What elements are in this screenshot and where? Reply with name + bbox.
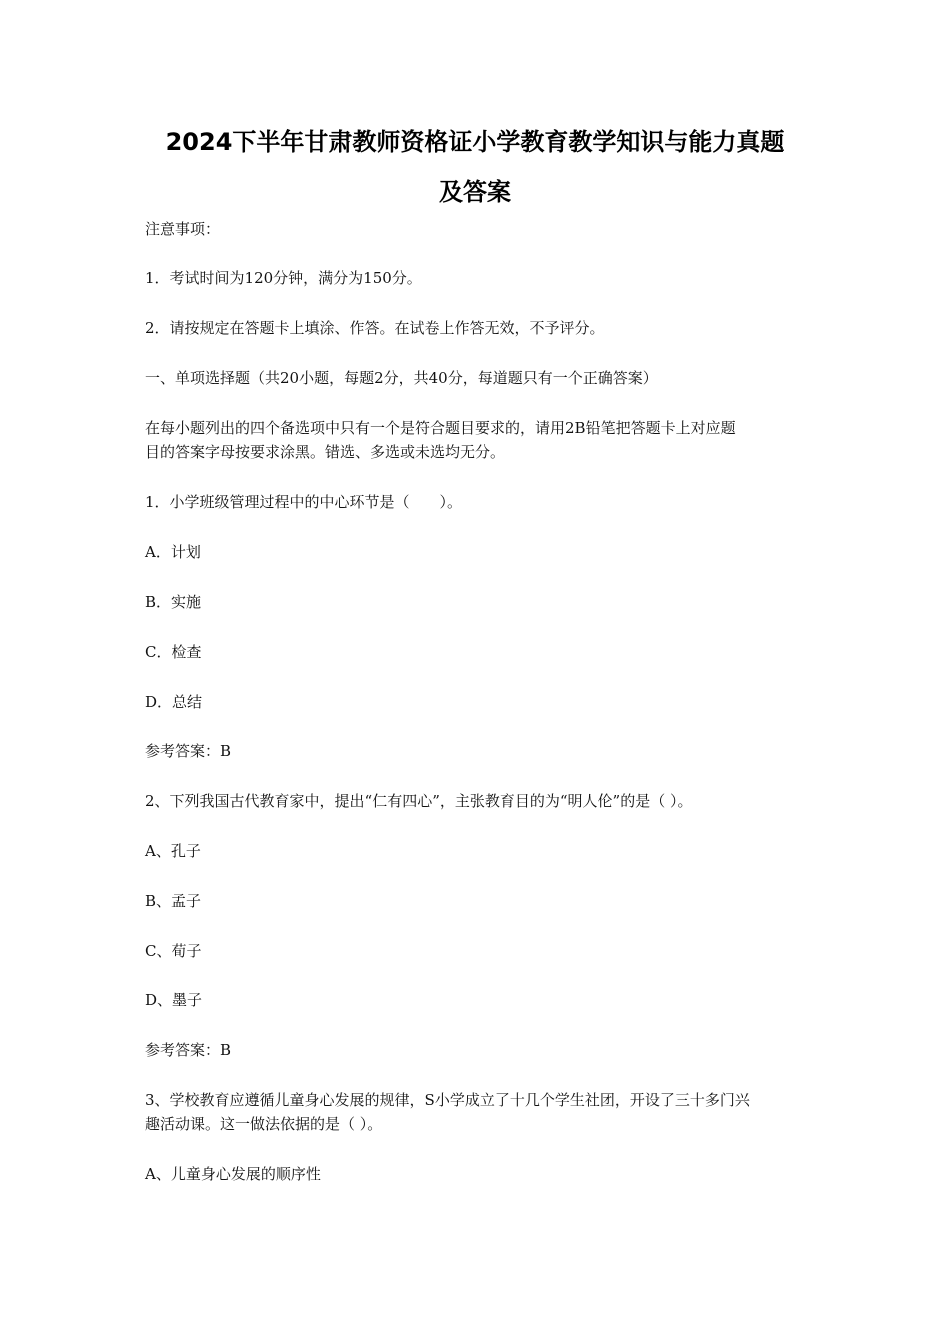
section-instruction-line-2: 目的答案字母按要求涂黑。错选、多选或未选均无分。 [145, 443, 506, 461]
section-instruction-line-1: 在每小题列出的四个备选项中只有一个是符合题目要求的，请用2B铅笔把答题卡上对应题 [145, 419, 736, 437]
question-1-stem: 1．小学班级管理过程中的中心环节是（ ）。 [145, 493, 463, 511]
question-3-stem-line-1: 3、学校教育应遵循儿童身心发展的规律，S小学成立了十几个学生社团，开设了三十多门兴 [145, 1091, 750, 1109]
note-item-2: 2．请按规定在答题卡上填涂、作答。在试卷上作答无效，不予评分。 [145, 319, 605, 337]
notes-heading: 注意事项： [145, 220, 221, 238]
document-title-line-1: 2024下半年甘肃教师资格证小学教育教学知识与能力真题 [165, 128, 785, 156]
question-2-option-a: A、孔子 [145, 842, 201, 860]
question-1-answer: 参考答案：B [145, 742, 232, 760]
question-1-option-b: B．实施 [145, 593, 202, 611]
note-item-1: 1．考试时间为120分钟，满分为150分。 [145, 269, 422, 287]
question-2-option-d: D、墨子 [145, 991, 203, 1009]
question-2-answer: 参考答案：B [145, 1041, 232, 1059]
document-title-line-2: 及答案 [439, 178, 511, 206]
question-2-option-c: C、荀子 [145, 942, 202, 960]
question-3-stem-line-2: 趣活动课。这一做法依据的是（ ）。 [145, 1115, 383, 1133]
question-3-option-a: A、儿童身心发展的顺序性 [145, 1165, 321, 1183]
section-heading: 一、单项选择题（共20小题，每题2分，共40分，每道题只有一个正确答案） [145, 369, 658, 387]
question-1-option-a: A．计划 [145, 543, 201, 561]
question-1-option-d: D．总结 [145, 693, 203, 711]
question-2-stem: 2、下列我国古代教育家中，提出“仁有四心”，主张教育目的为“明人伦”的是（ ）。 [145, 792, 693, 810]
question-1-option-c: C．检查 [145, 643, 202, 661]
question-2-option-b: B、孟子 [145, 892, 202, 910]
